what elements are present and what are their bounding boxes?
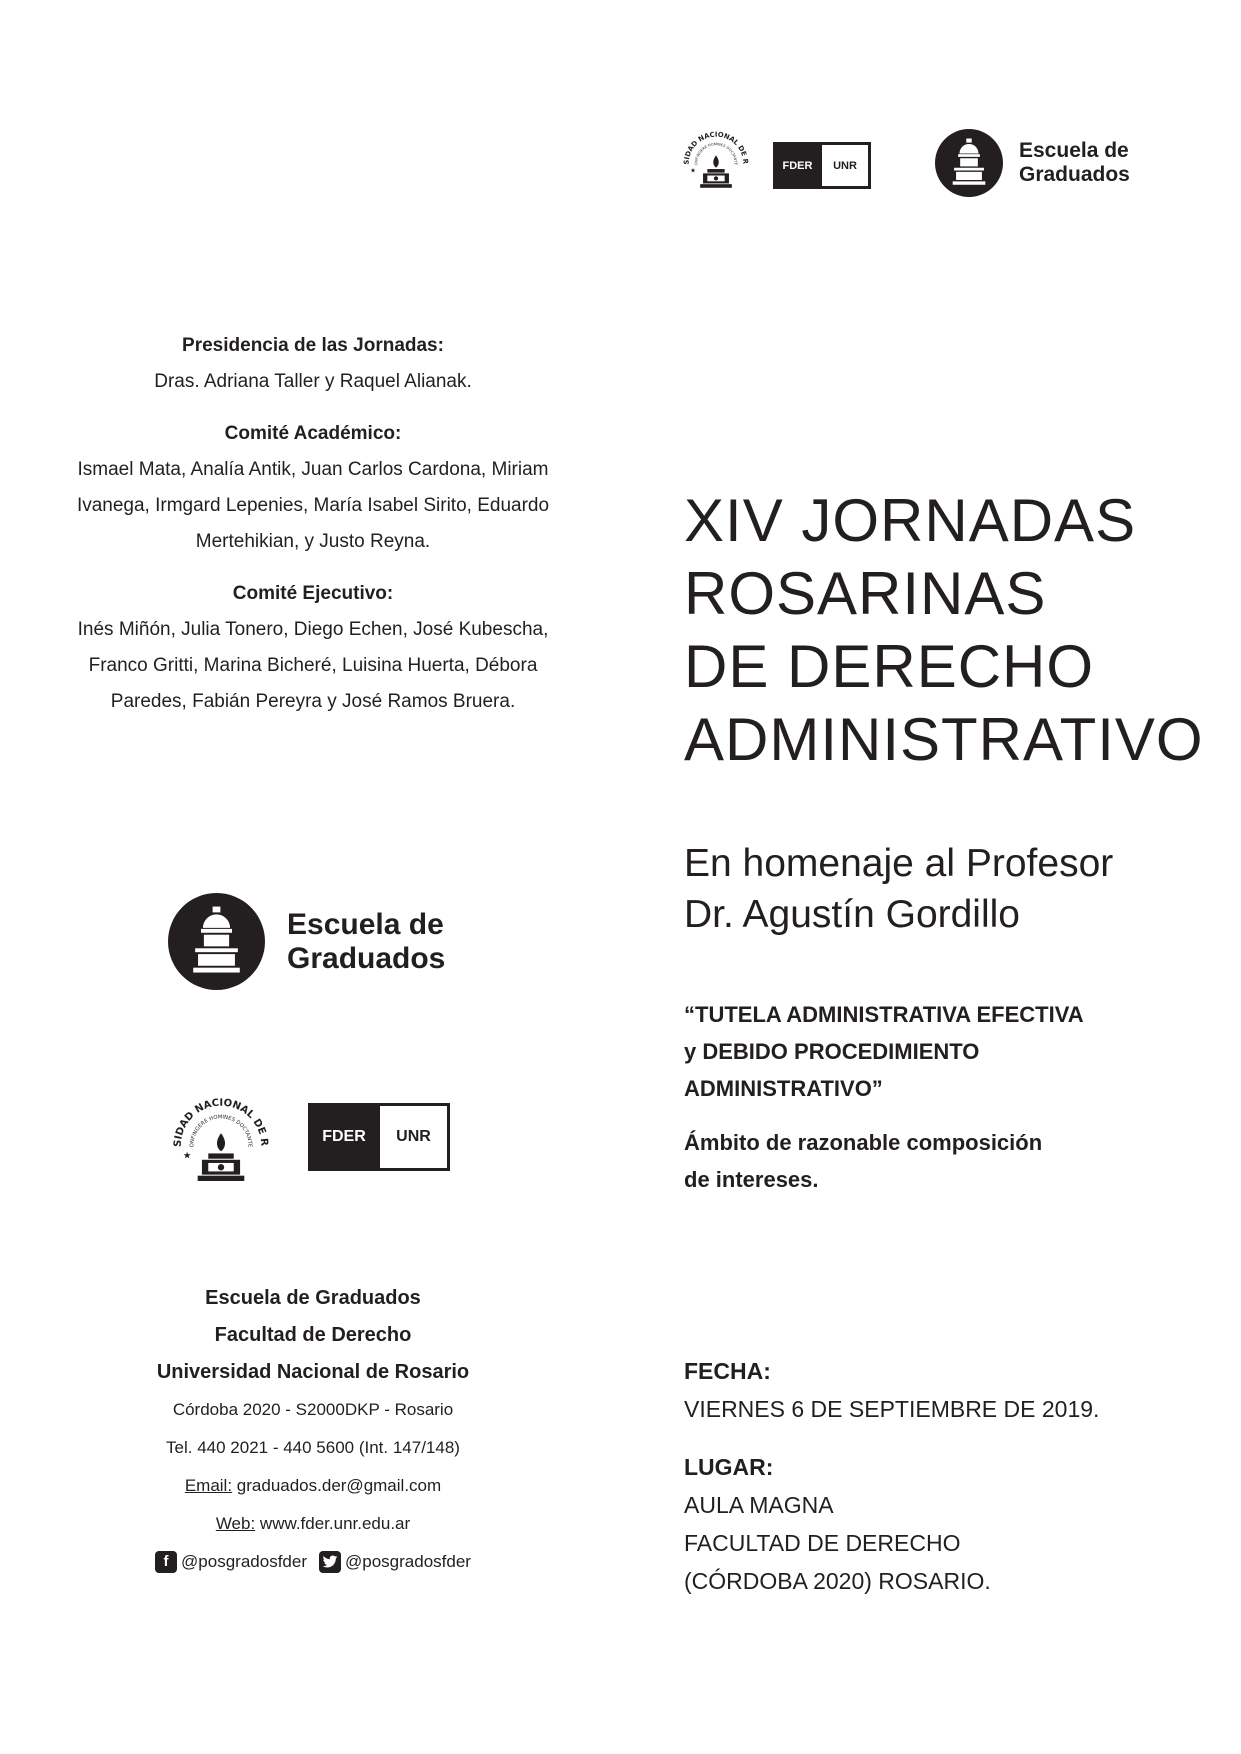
facebook-icon: f [155,1551,177,1573]
social-row [100,1543,526,1581]
fecha-label: FECHA: [684,1358,771,1384]
ambito-line2: de intereses. [684,1167,819,1192]
seal-motto: ONFINGERE HOMINES DOCTANTE [694,142,738,165]
seal-motto: ONFINGERE HOMINES DOCTANTE [189,1114,253,1148]
lugar-label: LUGAR: [684,1454,774,1480]
twitter-link[interactable] [319,1543,471,1581]
homenaje [684,838,1204,940]
email-label: Email: [184,1476,233,1495]
escuela-line2: Graduados [1019,163,1130,186]
contact-universidad: Universidad Nacional de Rosario [156,1361,470,1383]
presidencia-text: Dras. Adriana Taller y Raquel Alianak. [154,371,472,392]
escuela-line2: Graduados [287,941,446,975]
facebook-handle: @posgradosfder [181,1552,307,1571]
contact-address: Córdoba 2020 - S2000DKP - Rosario [172,1400,454,1419]
academico-text: Ismael Mata, Analía Antik, Juan Carlos Cardona, Miriam Ivanega, Irmgard Lepenies, María Isabel Sirito, Eduardo Mertehikian, y Justo Reyna. [76,459,550,552]
facebook-link[interactable] [155,1543,307,1581]
homenaje-line2: Dr. Agustín Gordillo [684,893,1020,936]
tema [684,996,1204,1107]
web-link[interactable]: www.fder.unr.edu.ar [259,1514,411,1533]
academico-heading: Comité Académico: [224,423,402,444]
fder-label: FDER [773,142,822,189]
committees-section [66,328,560,720]
twitter-icon [319,1551,341,1573]
homenaje-line1: En homenaje al Profesor [684,842,1114,885]
unr-label: UNR [822,142,871,189]
contact-phone: Tel. 440 2021 - 440 5600 (Int. 147/148) [166,1438,460,1457]
seal-text: SIDAD NACIONAL DE R [682,130,750,165]
seal-text: SIDAD NACIONAL DE R [172,1097,270,1148]
web-label: Web: [215,1514,256,1533]
title-line: ROSARINAS [684,560,1047,627]
unr-seal-logo-main [168,1093,274,1199]
presidencia-heading: Presidencia de las Jornadas: [182,335,444,356]
title-line: DE DERECHO [684,633,1095,700]
contact-facultad: Facultad de Derecho [214,1324,412,1346]
email-link[interactable]: graduados.der@gmail.com [236,1476,442,1495]
title-line: XIV JORNADAS [684,487,1137,554]
ambito [684,1124,1204,1198]
escuela-building-icon [168,893,265,990]
contact-section [100,1280,526,1581]
unr-label: UNR [380,1103,450,1171]
ambito-line1: Ámbito de razonable composición [684,1130,1043,1155]
contact-escuela: Escuela de Graduados [205,1287,421,1309]
twitter-handle: @posgradosfder [345,1552,471,1571]
lugar-block [684,1448,1204,1600]
fecha-block [684,1352,1204,1428]
lugar-line3: (CÓRDOBA 2020) ROSARIO. [684,1568,991,1594]
fder-unr-logo-main [308,1103,450,1171]
event-title [684,484,1224,776]
lugar-line2: FACULTAD DE DERECHO [684,1530,961,1556]
contact-email-row [100,1467,526,1505]
svg-text:★: ★ [690,167,696,175]
escuela-graduados-logo-main [168,893,445,990]
ejecutivo-heading: Comité Ejecutivo: [232,583,394,604]
tema-line2: y DEBIDO PROCEDIMIENTO [684,1039,980,1064]
lugar-line1: AULA MAGNA [684,1492,834,1518]
escuela-line1: Escuela de [1019,139,1129,163]
tema-line3: ADMINISTRATIVO” [684,1076,883,1101]
unr-seal-logo-header [680,128,752,200]
escuela-building-icon [935,129,1003,197]
escuela-line1: Escuela de [287,907,444,941]
fecha-value: VIERNES 6 DE SEPTIEMBRE DE 2019. [684,1396,1100,1422]
fder-label: FDER [308,1103,380,1171]
contact-web-row [100,1505,526,1543]
title-line: ADMINISTRATIVO [684,706,1204,773]
escuela-graduados-logo-header [935,129,1130,197]
ejecutivo-text: Inés Miñón, Julia Tonero, Diego Echen, José Kubescha, Franco Gritti, Marina Bicheré, Luisina Huerta, Débora Paredes, Fabián Pereyra y José Ramos Bruera. [77,619,549,712]
fder-unr-logo-header [773,142,871,189]
unr-seal-icon [168,1093,274,1199]
unr-seal-icon [680,128,752,200]
svg-text:★: ★ [182,1150,192,1162]
tema-line1: “TUTELA ADMINISTRATIVA EFECTIVA [684,1002,1084,1027]
